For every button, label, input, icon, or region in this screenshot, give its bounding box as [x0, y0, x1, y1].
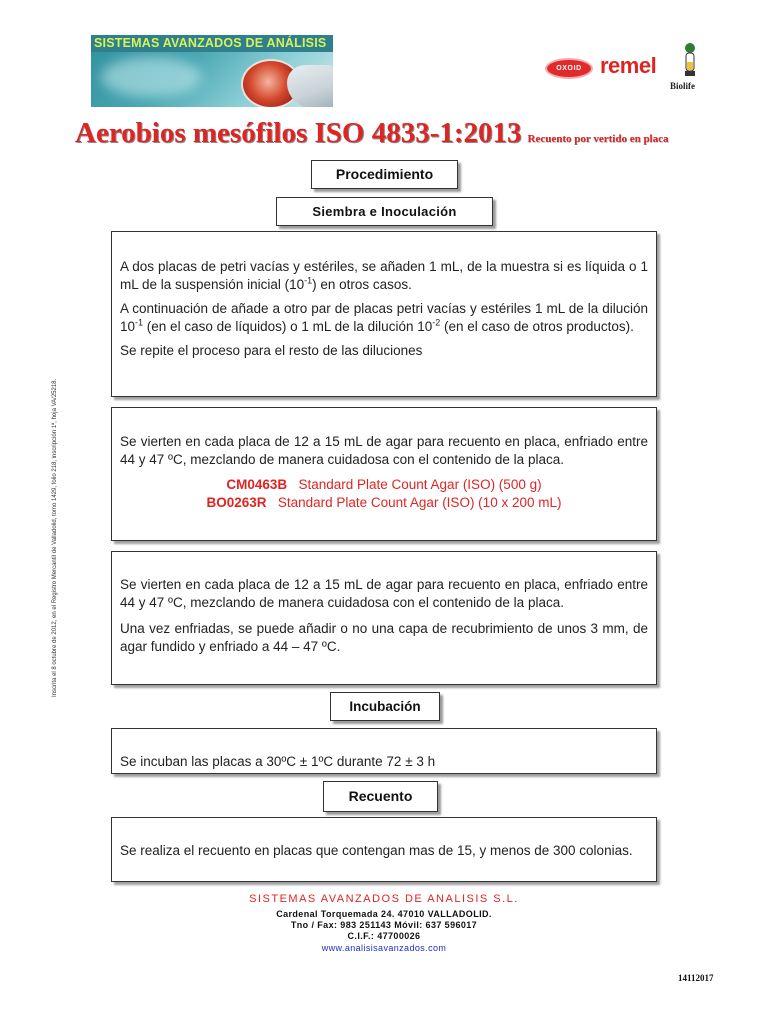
banner-title: SISTEMAS AVANZADOS DE ANÁLISIS — [91, 35, 333, 52]
incubacion-paragraph: Se incuban las placas a 30ºC ± 1ºC durante 72 ± 3 h — [120, 754, 436, 769]
section-procedimiento: Procedimiento — [311, 160, 458, 189]
page-title — [75, 117, 735, 150]
company-banner — [91, 35, 333, 107]
section-recuento: Recuento — [323, 781, 438, 812]
product-line-1: CM0463B Standard Plate Count Agar (ISO) (500 g) — [226, 477, 542, 492]
recuento-paragraph: Se realiza el recuento en placas que contengan mas de 15, y menos de 300 colonias. — [120, 843, 633, 858]
incubacion-box — [111, 728, 657, 774]
footer-cif: C.I.F.: 47700026 — [347, 931, 421, 941]
recuento-box — [111, 817, 657, 882]
section-siembra: Siembra e Inoculación — [276, 197, 493, 226]
banner-glow — [101, 57, 201, 97]
vertido-paragraph-1: Se vierten en cada placa de 12 a 15 mL de agar para recuento en placa, enfriado entre 44 y 47 ºC, mezclando de manera cuidadosa con el contenido de la placa. — [120, 577, 648, 610]
oxoid-logo: OXOID — [545, 58, 593, 79]
footer-address: Cardenal Torquemada 24. 47010 VALLADOLID. — [276, 909, 492, 919]
remel-logo: remel — [600, 53, 657, 78]
product-line-2: BO0263R Standard Plate Count Agar (ISO) (10 x 200 mL) — [206, 495, 562, 510]
agar-box — [111, 407, 657, 541]
agar-paragraph: Se vierten en cada placa de 12 a 15 mL de agar para recuento en placa, enfriado entre 44 y 47 ºC, mezclando de manera cuidadosa con el contenido de la placa. — [120, 434, 648, 467]
glove-image — [287, 65, 333, 107]
biolife-logo-text: Biolife — [670, 81, 695, 91]
siembra-box — [111, 231, 657, 397]
footer-company: SISTEMAS AVANZADOS DE ANALISIS S.L. — [249, 893, 519, 905]
footer-website-link[interactable]: www.analisisavanzados.com — [321, 943, 447, 953]
section-incubacion: Incubación — [330, 692, 440, 721]
vertido-paragraph-2: Una vez enfriadas, se puede añadir o no una capa de recubrimiento de unos 3 mm, de agar fundido y enfriado a 44 – 47 ºC. — [120, 621, 648, 654]
siembra-paragraph-3: Se repite el proceso para el resto de las diluciones — [120, 343, 423, 358]
title-main: Aerobios mesófilos ISO 4833-1:2013 — [75, 117, 522, 149]
siembra-paragraph-2: A continuación de añade a otro par de placas petri vacías y estériles 1 mL de la dilución $10^{-1}$ (en el caso de líquidos) o 1 mL de la dilución $10^{-2}$ (en el caso de otros productos). — [120, 301, 648, 334]
siembra-paragraph-1: A dos placas de petri vacías y estériles, se añaden 1 mL, de la muestra si es líquida o 1 mL de la suspensión inicial $(10^{-1})$ en otros casos. — [120, 259, 648, 292]
document-date: 14112017 — [678, 973, 714, 983]
vertido-box — [111, 551, 657, 685]
title-subtitle: Recuento por vertido en placa — [527, 133, 669, 145]
biolife-figure-icon — [680, 42, 700, 78]
footer-phone: Tno / Fax: 983 251143 Móvil: 637 596017 — [290, 920, 478, 930]
registry-side-text: Inscrita el 8 octubre de 2012, en el Registro Mercantil de Valladolid, tomo 1429, folio 218, inscripción 1ª, hoja VA/25218. — [52, 378, 58, 697]
